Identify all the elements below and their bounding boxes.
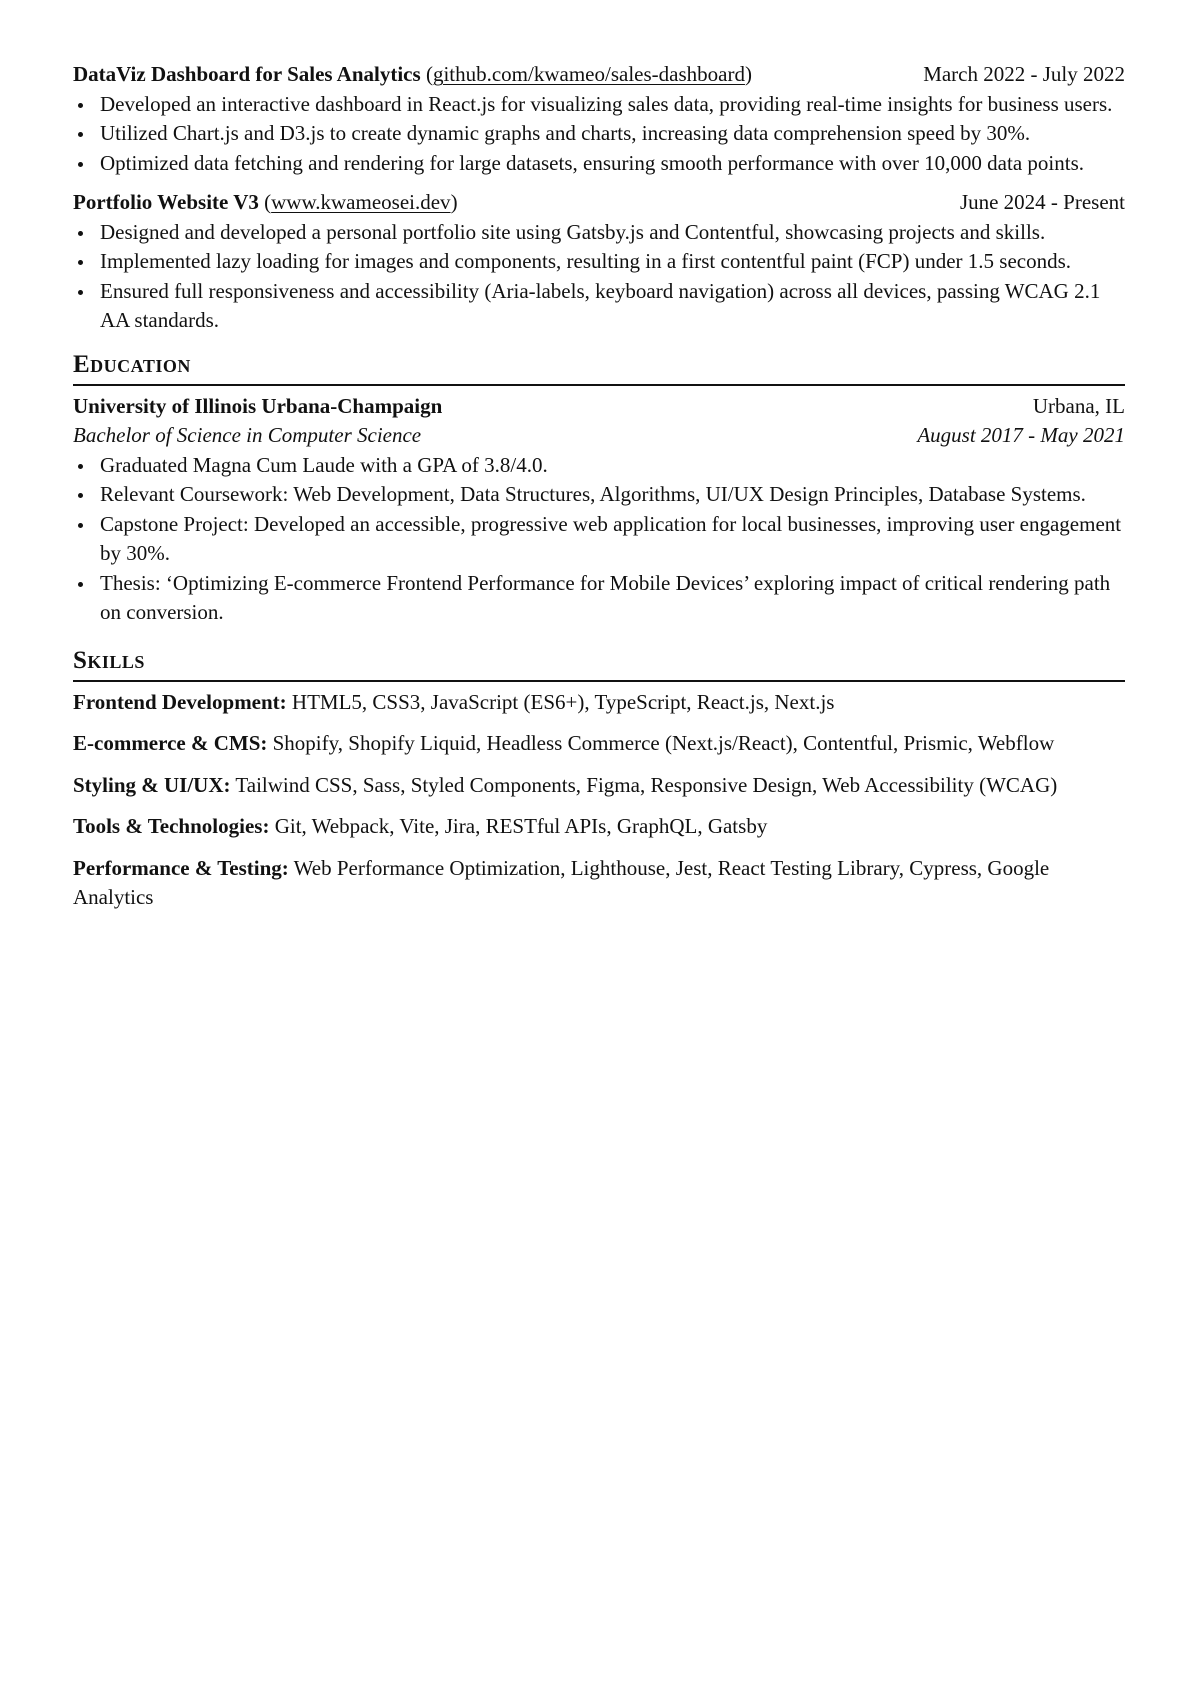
education-bullets [73, 451, 1125, 628]
project-dates: March 2022 - July 2022 [923, 62, 1125, 86]
bullet-item: Graduated Magna Cum Laude with a GPA of 3.8/4.0. [100, 451, 1125, 481]
skill-value: Git, Webpack, Vite, Jira, RESTful APIs, GraphQL, Gatsby [274, 814, 768, 838]
bullet-item: Capstone Project: Developed an accessible, progressive web application for local businesses, improving user engagement by 30%. [100, 510, 1125, 569]
project-heading: DataViz Dashboard for Sales Analytics (github.com/kwameo/sales-dashboard) [73, 62, 752, 86]
skill-value: Shopify, Shopify Liquid, Headless Commerce (Next.js/React), Contentful, Prismic, Webflow [272, 731, 1055, 755]
project-title: DataViz Dashboard for Sales Analytics [73, 62, 421, 86]
project-bullets [73, 90, 1125, 179]
skill-label: E-commerce & CMS: [73, 731, 268, 755]
education-header [73, 392, 1125, 422]
skills-list [73, 688, 1125, 913]
degree-row [73, 421, 1125, 451]
education-entry [73, 392, 1125, 628]
skill-value: Tailwind CSS, Sass, Styled Components, Figma, Responsive Design, Web Accessibility (WCAG) [235, 772, 1058, 797]
project-bullets [73, 218, 1125, 336]
resume-page [73, 60, 1125, 925]
project-entry [73, 188, 1125, 336]
project-link[interactable]: www.kwameosei.dev [271, 190, 451, 214]
school-location: Urbana, IL [1032, 393, 1125, 418]
degree-title: Bachelor of Science in Computer Science [73, 423, 422, 447]
skill-label: Tools & Technologies: [73, 814, 270, 838]
bullet-item: Ensured full responsiveness and accessibility (Aria-labels, keyboard navigation) across all devices, passing WCAG 2.1 AA standards. [100, 277, 1125, 336]
project-entry [73, 60, 1125, 178]
skill-value: Web Performance Optimization, Lighthouse, Jest, React Testing Library, Cypress, Google Analytics [73, 855, 1050, 909]
skill-row [73, 729, 1125, 759]
skill-row [73, 854, 1125, 913]
project-title: Portfolio Website V3 [73, 190, 259, 214]
project-header [73, 60, 1125, 90]
skill-row [73, 812, 1125, 842]
project-header [73, 188, 1125, 218]
bullet-item: Utilized Chart.js and D3.js to create dynamic graphs and charts, increasing data comprehension speed by 30%. [100, 119, 1125, 149]
education-heading: Education [73, 350, 1125, 386]
skills-heading: Skills [73, 646, 1125, 682]
bullet-item: Implemented lazy loading for images and components, resulting in a first contentful paint (FCP) under 1.5 seconds. [100, 247, 1125, 277]
school-name: University of Illinois Urbana-Champaign [73, 393, 443, 418]
bullet-item: Developed an interactive dashboard in React.js for visualizing sales data, providing real-time insights for business users. [100, 90, 1125, 120]
bullet-item: Thesis: ‘Optimizing E-commerce Frontend Performance for Mobile Devices’ exploring impact of critical rendering path on conversion. [100, 569, 1125, 628]
project-dates: June 2024 - Present [959, 190, 1125, 214]
project-heading: Portfolio Website V3 (www.kwameosei.dev) [73, 190, 458, 214]
skill-row [73, 688, 1125, 718]
bullet-item: Optimized data fetching and rendering for large datasets, ensuring smooth performance with over 10,000 data points. [100, 149, 1125, 179]
education-dates: August 2017 - May 2021 [917, 423, 1125, 447]
skill-label: Styling & UI/UX: [73, 772, 231, 797]
project-link[interactable]: github.com/kwameo/sales-dashboard [432, 62, 745, 86]
skill-value: HTML5, CSS3, JavaScript (ES6+), TypeScript, React.js, Next.js [291, 689, 835, 714]
skill-row [73, 771, 1125, 801]
bullet-item: Designed and developed a personal portfolio site using Gatsby.js and Contentful, showcasing projects and skills. [100, 218, 1125, 248]
bullet-item: Relevant Coursework: Web Development, Data Structures, Algorithms, UI/UX Design Principles, Database Systems. [100, 480, 1125, 510]
skill-label: Performance & Testing: [73, 855, 289, 880]
skill-label: Frontend Development: [73, 689, 287, 714]
